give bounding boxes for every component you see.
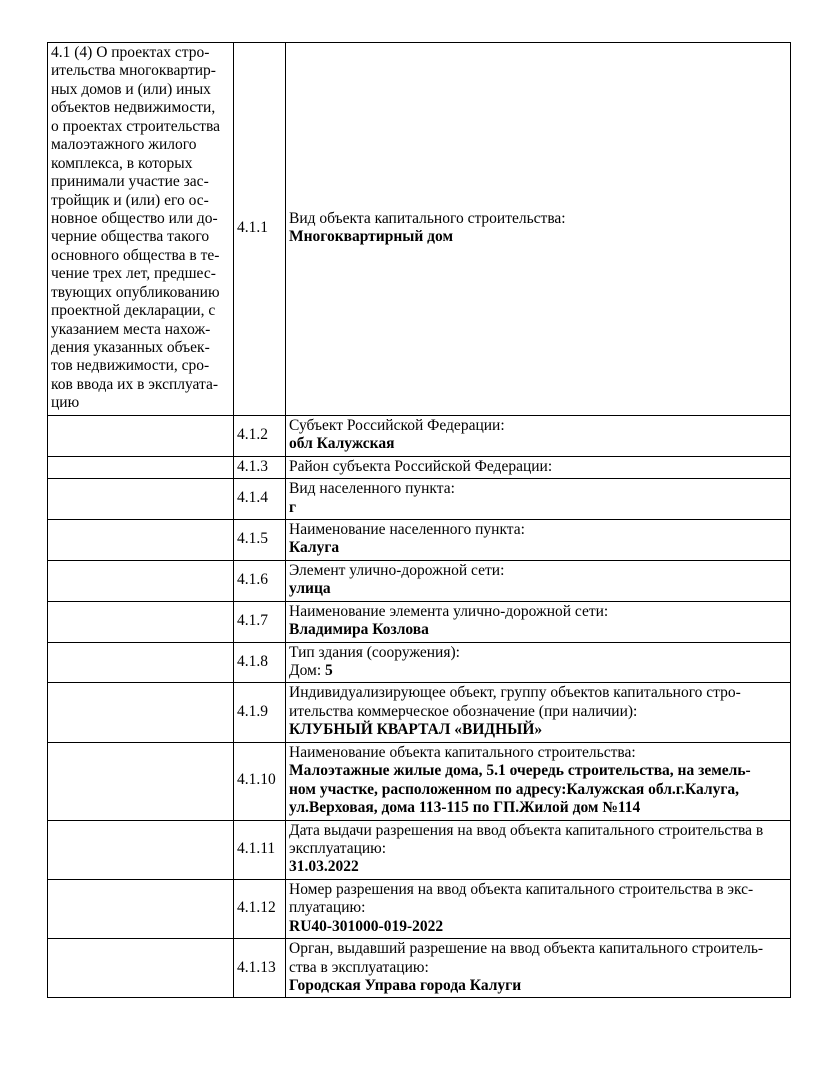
- field-value-line: [289, 228, 453, 245]
- field-label: Тип здания (сооружения):: [289, 643, 460, 661]
- row-content-cell: [286, 642, 791, 683]
- section-note-empty-cell: [48, 479, 234, 520]
- row-code: 4.1.2: [234, 415, 286, 456]
- field-value-line: [289, 435, 395, 452]
- field-value-line: [289, 721, 542, 738]
- table-row: [48, 560, 791, 601]
- row-content-cell: [286, 519, 791, 560]
- table-row: [48, 742, 791, 820]
- row-code: 4.1.9: [234, 683, 286, 742]
- field-value: КЛУБНЫЙ КВАРТАЛ «ВИДНЫЙ»: [289, 721, 543, 739]
- field-value-line: [289, 858, 359, 875]
- row-content-cell: [286, 43, 791, 416]
- field-value-prefix: Дом:: [289, 662, 326, 679]
- row-content-cell: [286, 456, 791, 478]
- field-value: Малоэтажные жилые дома, 5.1 очередь строительства, на земель- ном участке, расположенном по адресу:Калужская обл.г.Калуга, ул.Верховая, дома 113-115 по ГП.Жилой дом №114: [289, 762, 751, 817]
- field-label: Индивидуализирующее объект, группу объектов капитального стро- ительства коммерческое обозначение (при наличии):: [289, 684, 741, 720]
- row-content-cell: [286, 479, 791, 520]
- field-value-line: [289, 918, 443, 935]
- row-content-cell: [286, 742, 791, 820]
- field-label: Вид объекта капитального строительства:: [289, 209, 566, 227]
- section-note-empty-cell: [48, 820, 234, 879]
- field-value-line: [289, 499, 296, 516]
- table-row: [48, 879, 791, 938]
- field-value: Многоквартирный дом: [289, 228, 454, 246]
- field-value-line: [289, 762, 751, 816]
- field-label: Дата выдачи разрешения на ввод объекта капитального строительства в эксплуатацию:: [289, 821, 764, 857]
- declaration-table: [47, 42, 791, 998]
- field-value: RU40-301000-019-2022: [289, 917, 444, 935]
- table-row: [48, 601, 791, 642]
- section-note-empty-cell: [48, 683, 234, 742]
- section-note-empty-cell: [48, 519, 234, 560]
- field-value-line: [289, 580, 331, 597]
- table-row: [48, 519, 791, 560]
- row-content-cell: [286, 820, 791, 879]
- section-note-empty-cell: [48, 415, 234, 456]
- field-value: Владимира Козлова: [289, 621, 429, 639]
- table-row: [48, 479, 791, 520]
- row-code: 4.1.13: [234, 939, 286, 998]
- field-label: Наименование населенного пункта:: [289, 520, 525, 538]
- field-value-line: [289, 539, 339, 556]
- section-note-empty-cell: [48, 601, 234, 642]
- table-row: [48, 939, 791, 998]
- row-content-cell: [286, 939, 791, 998]
- field-value: г: [289, 498, 297, 516]
- field-value: Калуга: [289, 539, 340, 557]
- row-code: 4.1.4: [234, 479, 286, 520]
- field-value-line: [289, 977, 521, 994]
- row-code: 4.1.10: [234, 742, 286, 820]
- field-label: Номер разрешения на ввод объекта капитального строительства в экс- плуатацию:: [289, 880, 754, 917]
- row-code: 4.1.8: [234, 642, 286, 683]
- row-content-cell: [286, 560, 791, 601]
- row-code: 4.1.6: [234, 560, 286, 601]
- section-note-empty-cell: [48, 879, 234, 938]
- field-value-line: [289, 621, 429, 638]
- table-row: [48, 415, 791, 456]
- row-code: 4.1.11: [234, 820, 286, 879]
- row-code: 4.1.5: [234, 519, 286, 560]
- field-value: 5: [325, 662, 333, 679]
- field-label: Вид населенного пункта:: [289, 480, 455, 498]
- table-row: [48, 642, 791, 683]
- declaration-table-body: [48, 43, 791, 998]
- section-note-cell: 4.1 (4) О проектах стро- ительства многоквартир- ных домов и (или) иных объектов недвижимости, о проектах строительства малоэтажного жилого комплекса, в которых принимали участие зас- тройщик и (или) его ос- новное общество или до- черние общества такого основного общества в те- чение трех лет, предшес- твующих опубликованию проектной декларации, с указанием места нахож- дения указанных объек- тов недвижимости, сро- ков ввода их в эксплуата- цию: [48, 43, 234, 416]
- field-value: обл Калужская: [289, 435, 395, 453]
- section-note-empty-cell: [48, 742, 234, 820]
- table-row: [48, 43, 791, 416]
- field-value: улица: [289, 580, 331, 598]
- table-row: [48, 456, 791, 478]
- row-content-cell: [286, 879, 791, 938]
- row-content-cell: [286, 601, 791, 642]
- table-row: [48, 820, 791, 879]
- field-label: Наименование объекта капитального строительства:: [289, 743, 636, 761]
- field-label: Наименование элемента улично-дорожной сети:: [289, 602, 609, 620]
- section-note-empty-cell: [48, 642, 234, 683]
- section-note-empty-cell: [48, 560, 234, 601]
- field-value-line: [289, 662, 333, 679]
- row-code: 4.1.1: [234, 43, 286, 416]
- table-row: [48, 683, 791, 742]
- field-value: Городская Управа города Калуги: [289, 977, 522, 994]
- field-label: Элемент улично-дорожной сети:: [289, 561, 505, 579]
- section-note-empty-cell: [48, 939, 234, 998]
- row-code: 4.1.12: [234, 879, 286, 938]
- section-note-empty-cell: [48, 456, 234, 478]
- row-code: 4.1.3: [234, 456, 286, 478]
- row-code: 4.1.7: [234, 601, 286, 642]
- field-label: Район субъекта Российской Федерации:: [289, 457, 553, 475]
- field-value: 31.03.2022: [289, 858, 359, 876]
- row-content-cell: [286, 415, 791, 456]
- field-label: Субъект Российской Федерации:: [289, 416, 505, 434]
- field-label: Орган, выдавший разрешение на ввод объекта капитального строитель- ства в эксплуатацию:: [289, 940, 764, 976]
- row-content-cell: [286, 683, 791, 742]
